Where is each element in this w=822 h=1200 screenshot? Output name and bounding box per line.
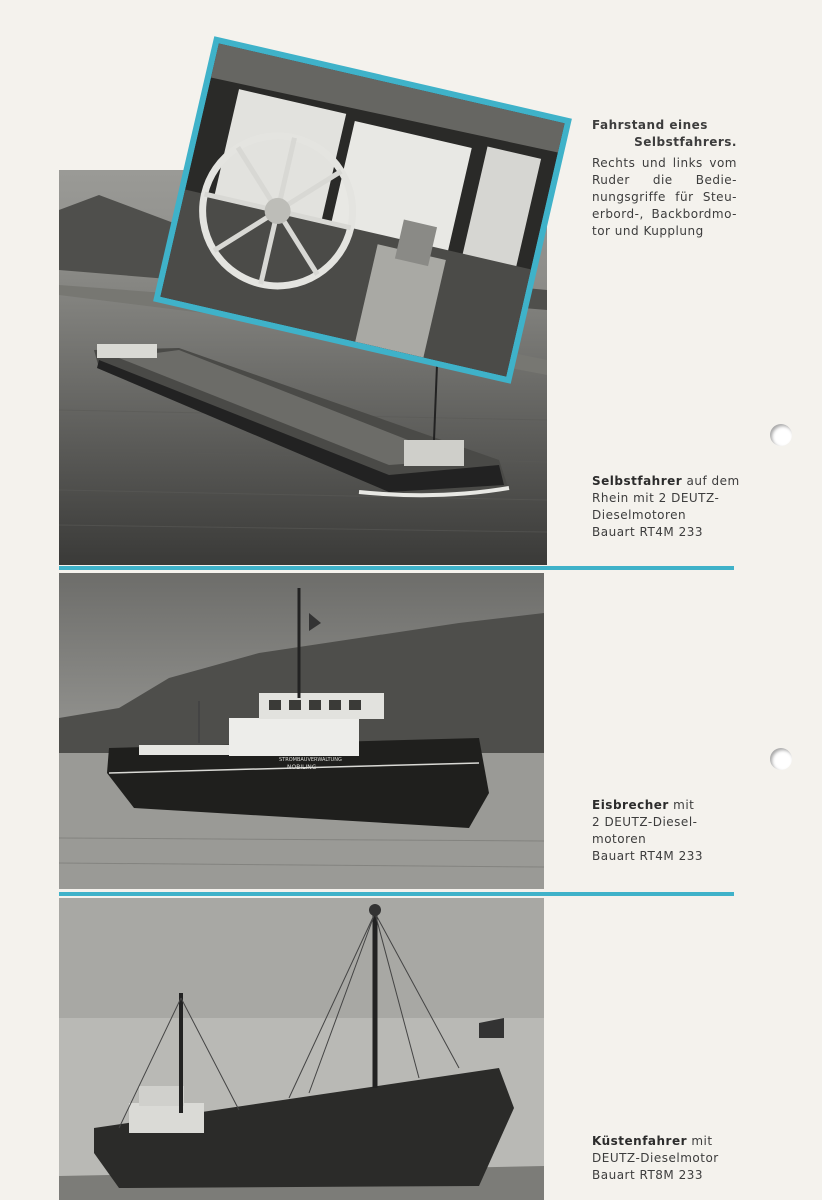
caption-cockpit-title-1: Fahrstand eines (592, 118, 708, 132)
caption-icebreaker-line: motoren (592, 832, 647, 846)
caption-icebreaker-line: Bauart RT4M 233 (592, 849, 703, 863)
accent-rule-upper (59, 566, 734, 570)
caption-coaster-line: Bauart RT8M 233 (592, 1168, 703, 1182)
caption-coaster-rest: mit (687, 1134, 713, 1148)
caption-self-propelled (592, 473, 740, 541)
caption-self-propelled-title: Selbstfahrer (592, 474, 683, 488)
caption-cockpit-line: nungsgriffe für Steu- (592, 190, 737, 204)
caption-coaster-title: Küstenfahrer (592, 1134, 688, 1148)
caption-icebreaker-rest: mit (668, 798, 695, 812)
caption-cockpit-line: Rechts und links vom (592, 156, 737, 170)
caption-icebreaker-line: 2 DEUTZ-Diesel- (592, 815, 698, 829)
caption-cockpit (592, 117, 737, 240)
punch-hole-upper (770, 424, 792, 446)
photo-coaster (59, 898, 544, 1200)
caption-self-propelled-line: Bauart RT4M 233 (592, 525, 703, 539)
photo-icebreaker (59, 573, 544, 889)
caption-icebreaker (592, 797, 703, 865)
caption-cockpit-line: tor und Kupplung (592, 224, 704, 238)
caption-cockpit-title-2: Selbstfahrers. (634, 135, 737, 149)
caption-coaster-line: DEUTZ-Dieselmotor (592, 1151, 719, 1165)
caption-cockpit-line: erbord-, Backbordmo- (592, 207, 737, 221)
caption-cockpit-line: Ruder die Bedie- (592, 173, 737, 187)
caption-self-propelled-rest: auf dem (682, 474, 740, 488)
caption-self-propelled-line: Dieselmotoren (592, 508, 687, 522)
punch-hole-lower (770, 748, 792, 770)
caption-self-propelled-line: Rhein mit 2 DEUTZ- (592, 491, 720, 505)
caption-icebreaker-title: Eisbrecher (592, 798, 669, 812)
ship-name-text: NOBILING (287, 764, 317, 771)
caption-coaster (592, 1133, 719, 1184)
ship-label-text: STROMBAUVERWALTUNG (279, 757, 342, 763)
accent-rule-lower (59, 892, 734, 896)
